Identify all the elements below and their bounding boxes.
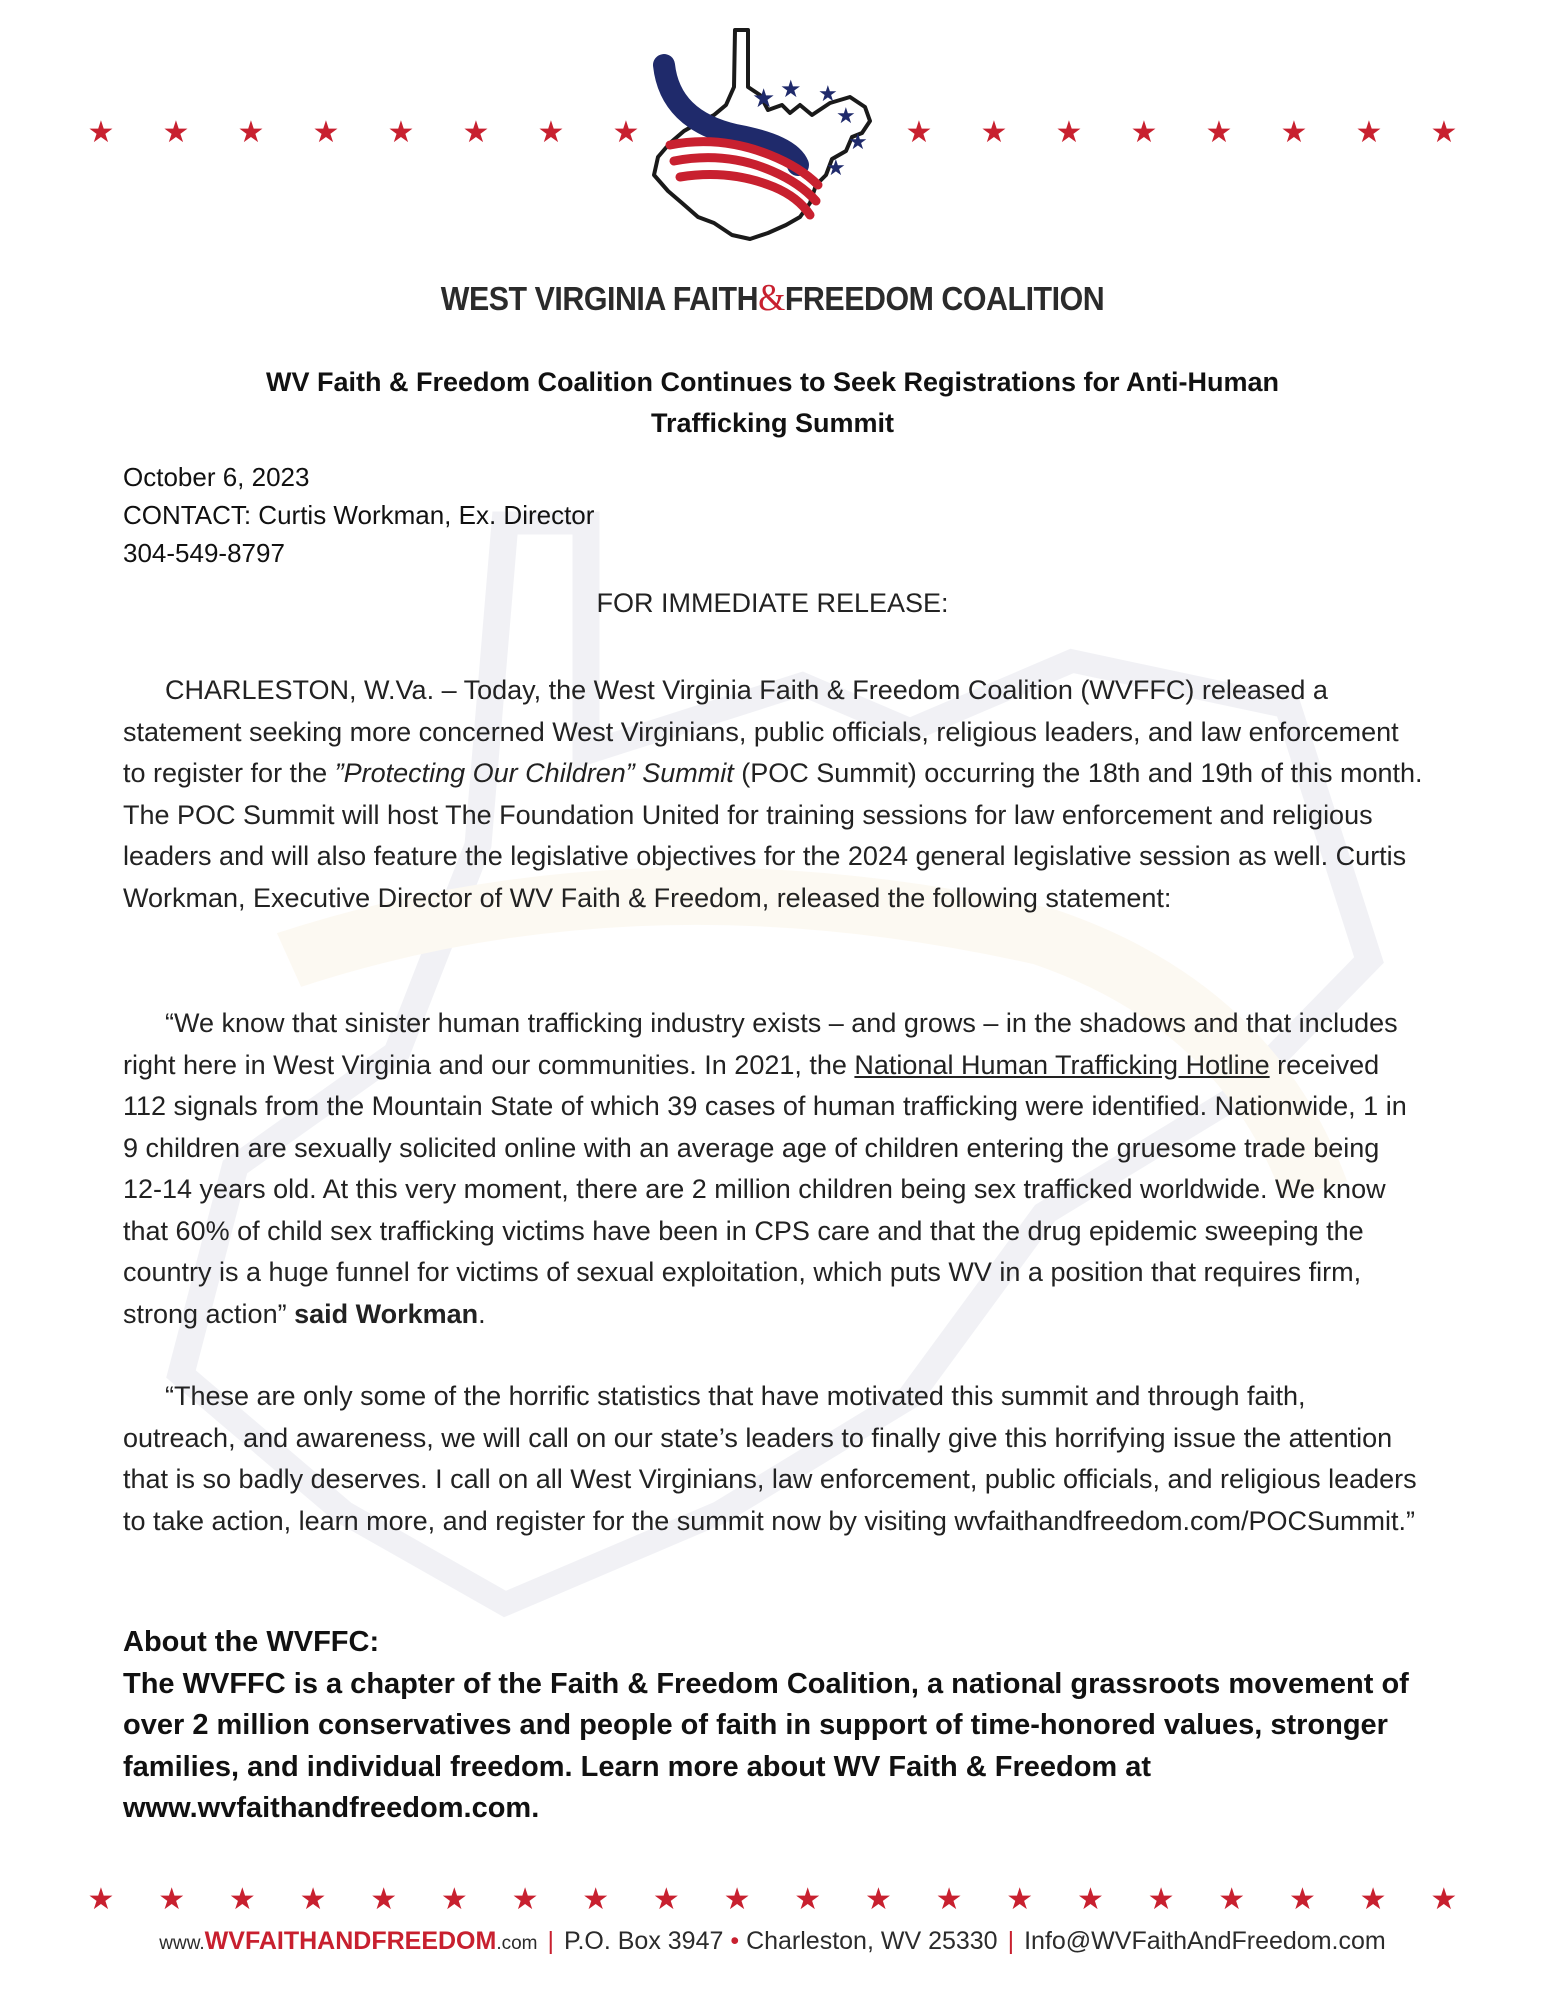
star-icon: ★ (1430, 1883, 1458, 1916)
star-icon: ★ (387, 116, 415, 149)
about-section (123, 1622, 1433, 1830)
star-icon: ★ (87, 116, 115, 149)
star-icon: ★ (537, 116, 565, 149)
star-icon: ★ (462, 116, 490, 149)
star-icon: ★ (1280, 116, 1308, 149)
svg-text:★: ★ (752, 84, 776, 114)
star-icon: ★ (612, 116, 640, 149)
star-icon: ★ (1355, 116, 1383, 149)
top-right-star-row (904, 118, 1459, 148)
svg-text:★: ★ (780, 75, 802, 103)
star-icon: ★ (1130, 116, 1158, 149)
hotline-link[interactable]: National Human Trafficking Hotline (854, 1049, 1270, 1080)
press-release-headline: WV Faith & Freedom Coalition Continues to Seek Registrations for Anti-Human Trafficking Summit (265, 367, 1280, 438)
footer-email-link[interactable]: Info@WVFaithAndFreedom.com (1024, 1927, 1386, 1955)
contact-line: CONTACT: Curtis Workman, Ex. Director (123, 500, 595, 530)
star-icon: ★ (237, 116, 265, 149)
release-date: October 6, 2023 (123, 462, 310, 492)
top-left-star-row (86, 118, 641, 148)
contact-block (123, 458, 594, 572)
about-heading: About the WVFFC: (123, 1626, 380, 1658)
star-icon: ★ (162, 116, 190, 149)
star-icon: ★ (1147, 1883, 1175, 1916)
star-icon: ★ (87, 1883, 115, 1916)
star-icon: ★ (980, 116, 1008, 149)
star-icon: ★ (1055, 116, 1083, 149)
paragraph-3: “These are only some of the horrific statistics that have motivated this summit and through faith, outreach, and awareness, we will call on our state’s leaders to finally give this horrifying issue the attention that is so badly deserves. I call on all West Virginians, law enforcement, public officials, and religious leaders to take action, learn more, and register for the summit now by visiting wvfaithandfreedom.com/POCSummit.” (123, 1381, 1417, 1536)
svg-text:★: ★ (848, 130, 868, 155)
svg-text:★: ★ (818, 82, 838, 107)
org-name-right: FREEDOM COALITION (784, 280, 1105, 317)
star-icon: ★ (1218, 1883, 1246, 1916)
star-icon: ★ (905, 116, 933, 149)
footer-www: www. (159, 1933, 205, 1954)
star-icon: ★ (370, 1883, 398, 1916)
about-text: The WVFFC is a chapter of the Faith & Freedom Coalition, a national grassroots movement of over 2 million conservatives and people of faith in support of time-honored values, stronger families, and individual freedom. Learn more about WV Faith & Freedom at www.wvfaithandfreedom.com. (123, 1667, 1409, 1824)
star-icon: ★ (1288, 1883, 1316, 1916)
wvffc-logo (640, 25, 905, 247)
paragraph-1: CHARLESTON, W.Va. – Today, the West Virginia Faith & Freedom Coalition (WVFFC) released a statement seeking more concerned West Virginians, public officials, religious leaders, and law enforcement to register for the ”Protecting Our Children” Summit (POC Summit) occurring the 18th and 19th of this month. The POC Summit will host The Foundation United for training sessions for law enforcement and religious leaders and will also feature the legislative objectives for the 2024 general legislative session as well. Curtis Workman, Executive Director of WV Faith & Freedom, released the following statement: (123, 675, 1423, 913)
star-icon: ★ (723, 1883, 751, 1916)
star-icon: ★ (794, 1883, 822, 1916)
summit-name: ”Protecting Our Children” Summit (334, 758, 734, 788)
star-icon: ★ (1359, 1883, 1387, 1916)
footer-po-box: P.O. Box 3947 (564, 1927, 724, 1955)
footer-city: Charleston, WV 25330 (746, 1927, 998, 1955)
footer-contact (0, 1927, 1545, 1956)
star-icon: ★ (312, 116, 340, 149)
star-icon: ★ (158, 1883, 186, 1916)
footer-separator: | (547, 1927, 555, 1955)
footer-site-link[interactable]: WVFAITHANDFREEDOM (204, 1927, 497, 1955)
organization-name (62, 276, 1483, 320)
star-icon: ★ (228, 1883, 256, 1916)
svg-text:★: ★ (836, 104, 856, 129)
paragraph-2: “We know that sinister human trafficking industry exists – and grows – in the shadows and that includes right here in West Virginia and our communities. In 2021, the National Human Trafficking Hotline received 112 signals from the Mountain State of which 39 cases of human trafficking were identified. Nationwide, 1 in 9 children are sexually solicited online with an average age of children entering the gruesome trade being 12-14 years old. At this very moment, there are 2 million children being sex trafficked worldwide. We know that 60% of child sex trafficking victims have been in CPS care and that the drug epidemic sweeping the country is a huge funnel for victims of sexual exploitation, which puts WV in a position that requires firm, strong action” said Workman. (123, 1008, 1407, 1329)
svg-text:★: ★ (826, 156, 846, 181)
star-icon: ★ (1006, 1883, 1034, 1916)
footer-bullet: • (730, 1927, 740, 1955)
star-icon: ★ (935, 1883, 963, 1916)
star-icon: ★ (511, 1883, 539, 1916)
star-icon: ★ (1430, 116, 1458, 149)
star-icon: ★ (1076, 1883, 1104, 1916)
org-name-left: WEST VIRGINIA FAITH (440, 280, 759, 317)
star-icon: ★ (652, 1883, 680, 1916)
contact-phone: 304-549-8797 (123, 538, 285, 568)
star-icon: ★ (299, 1883, 327, 1916)
star-icon: ★ (582, 1883, 610, 1916)
star-icon: ★ (440, 1883, 468, 1916)
org-name-amp: & (758, 277, 785, 319)
star-icon: ★ (1205, 116, 1233, 149)
footer-tld: .com (496, 1933, 538, 1954)
star-icon: ★ (864, 1883, 892, 1916)
bottom-star-row (86, 1885, 1459, 1915)
footer-separator: | (1007, 1927, 1015, 1955)
immediate-release-label: FOR IMMEDIATE RELEASE: (596, 588, 949, 618)
